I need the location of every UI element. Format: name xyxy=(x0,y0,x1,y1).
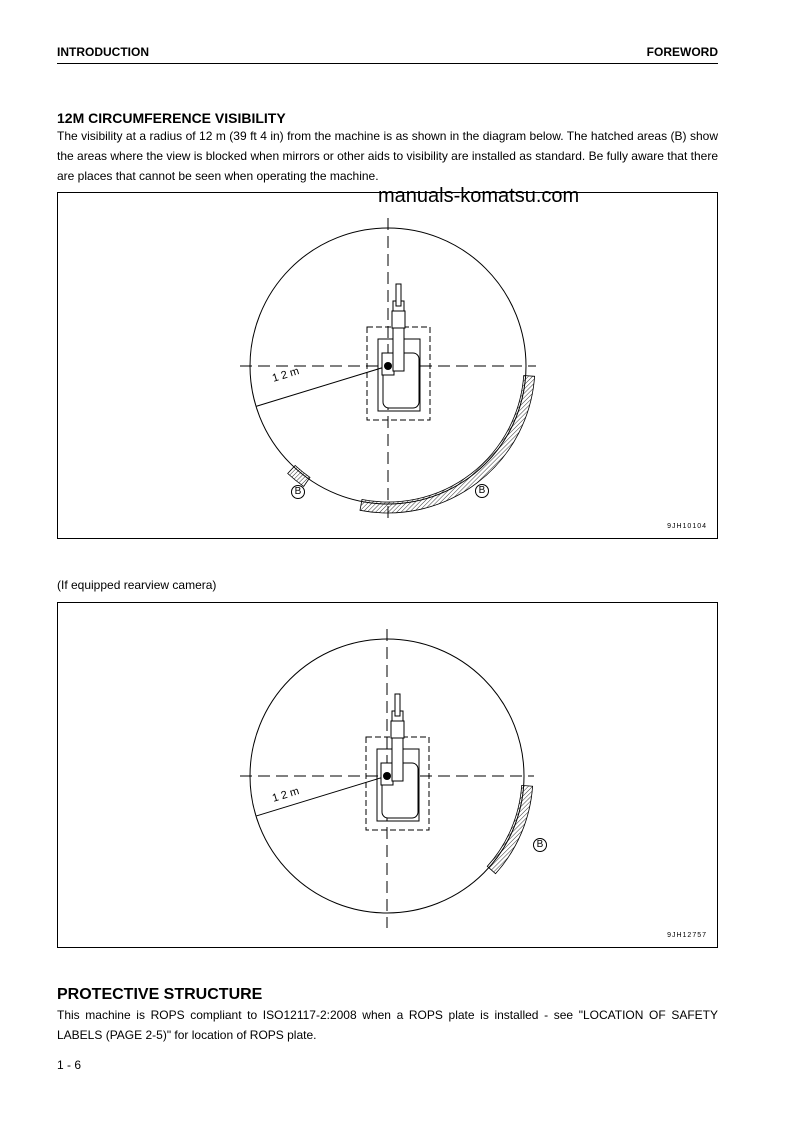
blind-area-hatch xyxy=(288,466,310,487)
section-body-visibility: The visibility at a radius of 12 m (39 ft 4 in) from the machine is as shown in the diagram below. The hatched areas (B) show the areas where the view is blocked when mirrors or other aids to visibility are installed as standard. Be fully aware that there are places that cannot be seen when operating the machine. xyxy=(57,129,718,183)
watermark: manuals-komatsu.com xyxy=(378,185,580,207)
machine-arm xyxy=(396,284,401,306)
section-body-protective: This machine is ROPS compliant to ISO12117-2:2008 when a ROPS plate is installed - see "LOCATION OF SAFETY LABELS (PAGE 2-5)" for location of ROPS plate. xyxy=(57,1008,718,1042)
radius-label: 1 2 m xyxy=(270,365,301,385)
section-title-protective: PROTECTIVE STRUCTURE xyxy=(57,986,263,1003)
page-number: 1 - 6 xyxy=(57,1058,82,1072)
figure-code: 9JH12757 xyxy=(667,932,707,939)
figure-caption: (If equipped rearview camera) xyxy=(57,578,217,592)
area-label-b: B xyxy=(291,485,305,499)
machine-bucket xyxy=(391,721,404,738)
radius-label: 1 2 m xyxy=(270,785,301,805)
blind-area-hatch xyxy=(487,785,532,873)
machine-center-point xyxy=(384,362,392,370)
figure-code: 9JH10104 xyxy=(667,523,707,530)
area-label-b: B xyxy=(533,838,547,852)
area-label-b: B xyxy=(475,484,489,498)
machine-arm xyxy=(395,694,400,716)
machine-center-point xyxy=(383,772,391,780)
header-rule xyxy=(57,63,718,64)
header-chapter: FOREWORD xyxy=(646,45,718,59)
section-title-visibility: 12M CIRCUMFERENCE VISIBILITY xyxy=(57,110,286,126)
figure-visibility-standard xyxy=(57,192,718,539)
figure-visibility-camera xyxy=(57,602,718,948)
header-section: INTRODUCTION xyxy=(57,45,149,59)
machine-bucket xyxy=(392,311,405,328)
visibility-diagram xyxy=(58,193,719,540)
visibility-diagram xyxy=(58,603,719,949)
